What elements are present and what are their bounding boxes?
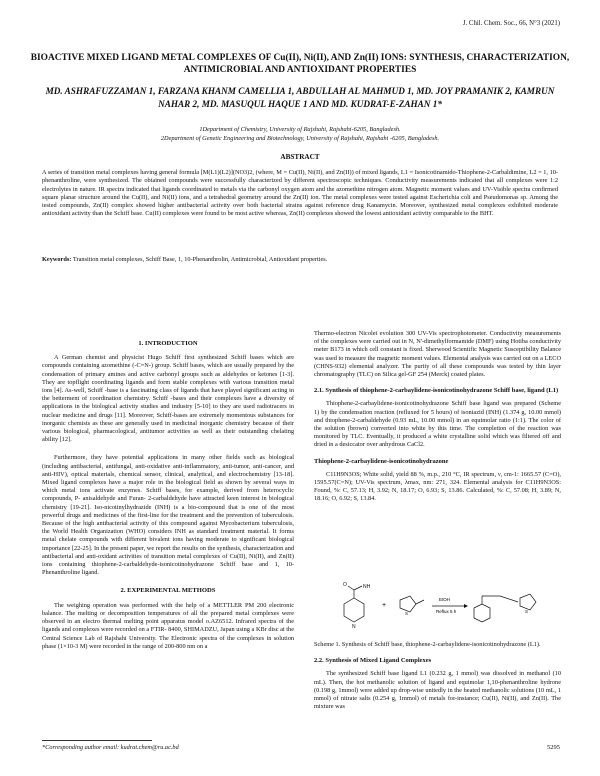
keywords-label: Keywords: bbox=[42, 256, 72, 263]
section-2-1-paragraph: Thiophene-2-carbaylidene-isonicotinohydrazone Schiff base ligand was prepared (Scheme 1) by the condensation reaction (refluxed for 5 hours) of isoniazid (INH) (1.374 g, 10.00 mmol) and thiophene-2-carbaldehyde (0.93 mL, 10.00 mmol) in an equimolar ratio (1:1). The color of the solution (brown) converted into white by this time. The completion of the reaction was monitored by TLC. Eventually, it produced a white crystalline solid which was filtered off and dried in a desiccator over anhydrous CaCl2. bbox=[314, 400, 561, 449]
section-2-2-heading: 2.2. Synthesis of Mixed Ligand Complexes bbox=[314, 657, 432, 665]
experimental-heading: 2. EXPERIMENTAL METHODS bbox=[120, 587, 216, 595]
introduction-heading: 1. INTRODUCTION bbox=[138, 340, 198, 347]
affiliation-2: 2Department of Genetic Engineering and Biotechnology, University of Rajshahi, Rajshahi -6205, Bangladesh. bbox=[160, 134, 440, 142]
compound-characterization: C11H9N3OS; White solid, yield 88 %, m.p., 210 °C, IR spectrum, ν, cm-1: 1665.57 (C=O), 1595.57(C=N); UV-Vis spectrum, λmax, nm: 271, 324. Elemental analysis for C11H9N3OS: Found, %: C, 57.13; H, 3.92; N, 18.17; O, 6.93; S, 13.86. Calculated, %: C, 57.08; H, 3.89; N, 18.16; O, 6.92; S, 13.84. bbox=[314, 470, 561, 503]
scheme-1-figure bbox=[314, 580, 561, 638]
experimental-paragraph: The weighing operation was performed with the help of a METTLER PM 200 electronic balance. The melting or decomposition temperatures of all the prepared metal complexes were observed in an electro thermal melting point apparatus model o.AZ6512. Infrared spectra of the ligands and complexes were recorded on a FTIR- 8400, SHIMADZU, Japan using a KBr disc at the Central Science Lab of Rajshahi University. The Electronic spectra of the complexes in solution phase (1×10-3 M) were recorded in the range of 200-800 nm on a bbox=[42, 601, 294, 650]
affiliation-1: 1Department of Chemistry, University of Rajshahi, Rajshahi-6205, Bangladesh. bbox=[199, 126, 401, 133]
compound-heading: Thiophene-2-carbaylidene-isonicotinohydrazone bbox=[314, 457, 449, 465]
intro-paragraph-1: A German chemist and physicist Hugo Schiff first synthesized Schiff bases which are compounds containing azomethine (-C=N-) group. Schiff bases, which are usually prepared by the condensation of primary amines and active carbonyl groups such as aldehydes or ketones [1-3]. They are topflight coordinating ligands and form stable complexes with various transition metal ions [4]. As-well, Schiff -base is a fascinating class of ligands that have played significant acting in the betterment of coordination chemistry. Schiff -bases and their complexes have a diversity of applications in the biological activity studies and industry [5-10] to they are used radiotracers in nuclear medicine and drugs [11]. Moreover, Schiff-bases are extremely momentous substances for inorganic chemists as these are generally used in medicinal inorganic chemistry because of their various biological, pharmacological, antitumor activities as well as their outstanding chelating ability [12]. bbox=[42, 354, 294, 444]
arrow-head bbox=[464, 604, 468, 608]
affiliations bbox=[30, 126, 570, 143]
svg-text:O: O bbox=[343, 582, 347, 588]
right-column bbox=[314, 330, 561, 504]
reagent-label-2: Reflux 5 h bbox=[436, 609, 457, 614]
instrumentation-paragraph: Thermo-electron Nicolet evolution 300 UV-Vis spectrophotometer. Conductivity measurements of the complexes were carried out in N, N'-dimethylformamide (DMF) using Hotiba conductivity meter B173 in which cell constant is fixed. Sherwood Scientific Magnetic Susceptibility Balance was used to measure the magnetic moment values. Elemental analysis was carried out on a LECO (CHNS-932) elemental analyzer. The purity of all these compounds was tested by thin layer chromatography (TLC) on Silica gel-GF 254 (Merck) coated plates. bbox=[314, 330, 561, 379]
paper-title: BIOACTIVE MIXED LIGAND METAL COMPLEXES OF Cu(II), Ni(II), AND Zn(II) IONS: SYNTHESIS, CHARACTERIZATION, ANTIMICROBIAL AND ANTIOXIDANT PROPERTIES bbox=[30, 53, 570, 75]
scheme-1-caption bbox=[314, 641, 561, 711]
journal-reference: J. Chil. Chem. Soc., 66, N°3 (2021) bbox=[462, 20, 560, 27]
isoniazid-structure-icon bbox=[343, 582, 371, 630]
left-column bbox=[42, 340, 294, 651]
schiff-base-product-icon bbox=[474, 594, 536, 622]
plus-sign: + bbox=[382, 602, 387, 609]
page-number: 5295 bbox=[547, 744, 560, 751]
reagent-label-1: EtOH bbox=[439, 597, 451, 602]
section-2-2-paragraph: The synthesized Schiff base ligand L1 (0.232 g, 1 mmol) was dissolved in methanol (10 mL). Then, the hot methanolic solution of ligand and equimolar 1,10-phenanthroline hydrone (0.198 g, 1mmol) were added up drop-wise unitedly in the heated methanolic solutions (10 mL, 1 mmol) of nitrate salts (0.254 g, 1mmol) of metals for-instance; Cu(II), Ni(II), and Zn(II). The mixture was bbox=[314, 670, 561, 711]
keywords bbox=[42, 256, 558, 264]
keywords-list: Transition metal complexes, Schiff Base, 1, 10-Phenanthrolin, Antimicrobial, Antioxidant properties. bbox=[72, 256, 328, 263]
svg-text:S: S bbox=[525, 609, 529, 614]
abstract-heading: ABSTRACT bbox=[280, 153, 320, 161]
svg-text:S: S bbox=[405, 611, 409, 616]
abstract-text: A series of transition metal complexes having general formula [M(L1)(L2)](NO3)2, (where, M = Cu(II), Ni(II), and Zn(II)) of mixed ligands, L1 = Isonicotinamido-Thiophene-2-Carbaldimine, L2 = 1, 10-phenanthroline, were synthesized. The obtained compounds were successfully characterized by different spectroscopic techniques. Conductivity measurements indicated that all complexes were 1:2 electrolytes in nature. IR spectra indicated that ligands coordinated to metals via the carbonyl oxygen atom and the azomethine nitrogen atom. Magnetic moment values and UV-Visible spectra confirmed square planar structure around the Cu(II), and Ni(II) ions, and a tetrahedral geometry around the Zn(II) ion. The metal complexes were tested against Escherichia coli and Pseudomonas sp. Among the tested compounds, Zn(II) complex showed higher antibacterial activity over both bacterial strains against reference drug Kanamycin. Moreover, synthesized metal complexes exhibited moderate antioxidant activity than the Schiff base. Cu(II) complexes were found to be most active whereas, Zn(II) complexes showed the lowest antioxidant activity comparable to the BHT. bbox=[42, 169, 558, 218]
footnote-divider bbox=[42, 740, 152, 741]
thiophene-aldehyde-icon bbox=[400, 596, 424, 616]
scheme-caption-text: Scheme 1. Synthesis of Schiff base, thiophene-2-carbaylidene-isonicotinohydrazone (L1). bbox=[314, 641, 541, 648]
corresponding-author-footnote: *Corresponding author email: kudrat.chem@ru.ac.bd bbox=[42, 744, 179, 751]
author-list: MD. ASHRAFUZZAMAN 1, FARZANA KHANM CAMELLIA 1, ABDULLAH AL MAHMUD 1, MD. JOY PRAMANIK 2, KAMRUN NAHAR 2, MD. MASUQUL HAQUE 1 AND MD. KUDRAT-E-ZAHAN 1* bbox=[45, 86, 555, 109]
section-2-1-heading: 2.1. Synthesis of thiophene-2-carbaylidene-isonicotinohydrazone Schiff base, ligand (L1) bbox=[314, 387, 559, 395]
svg-text:N: N bbox=[352, 624, 356, 630]
svg-text:NH: NH bbox=[363, 584, 371, 590]
intro-paragraph-2: Furthermore, they have potential applications in many other fields such as biological (including antibacterial, antifungal, anti-oxidative anti-inflammatory, anti-tumor, anti-cancer, and anti-HIV), optical materials, chemical sensor, clinical, analytical, and electrochemistry [13-18]. Mixed ligand complexes have a major role in the biological field as shown by several ways in which metal ions activate enzymes. Schiff bases, for example, derived from heterocyclic compounds, P- anisaldehyde and Furan- 2-carbaldehyde have attracted keen interest in biological chemistry [19-21]. Iso-nicotinylhydrazide (INH) is a bio-compound that is one of the most powerful drugs and medicines of the first-line for the treatment and the prevention of tuberculosis. Because of the high antibacterial activity of this compound against Mycobacterium tuberculosis, the World Health Organization (WHO) considers INH as standard treatment material. It forms metal chelate compounds with different bivalent ions having moderate to significant biological importance [22-25]. In the present paper, we report the results on the synthesis, characterization and antibacterial and anti-oxidant activities of transition metal complexes of Cu(II), Ni(II), and Zn(II) ions containing thiophene-2-carbaldehyde-isonicotinohydrazone Schiff base and 1, 10-Phenanthroline ligand. bbox=[42, 454, 294, 577]
